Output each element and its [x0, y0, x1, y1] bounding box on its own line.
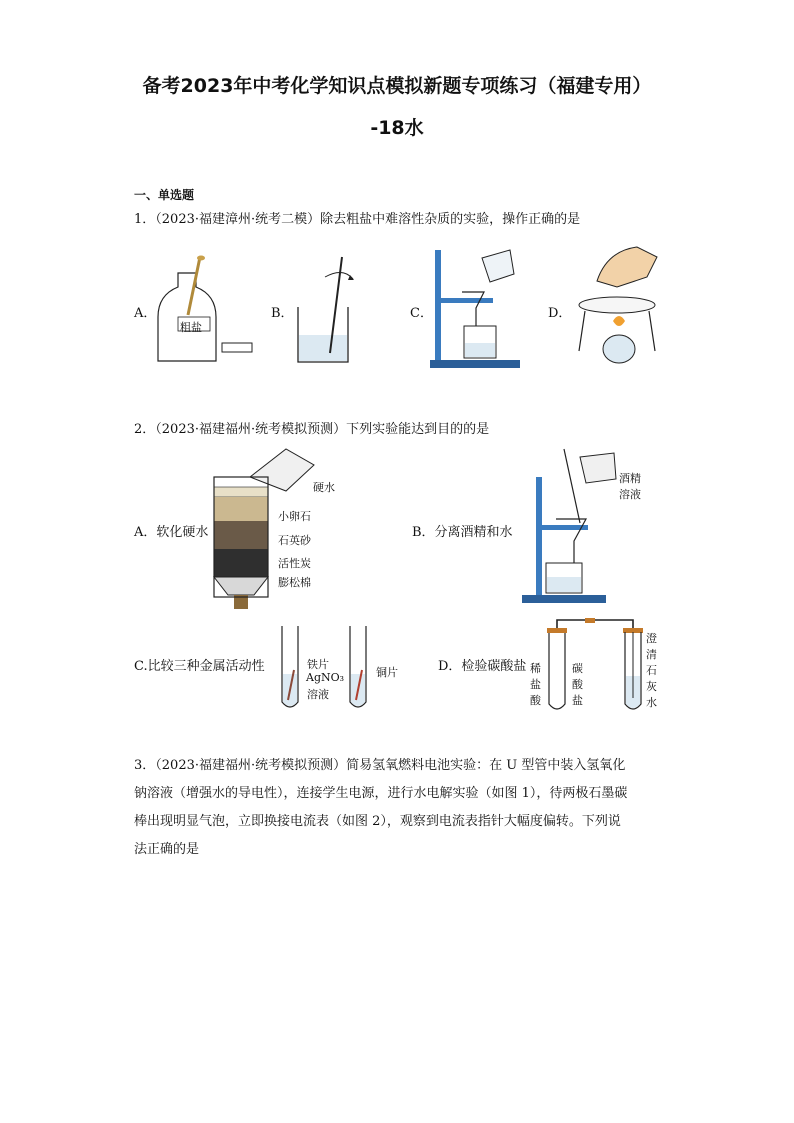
metal-label-solution: 溶液 [307, 688, 329, 701]
q1-bottle-label: 粗盐 [180, 321, 202, 334]
carbonate-label-8: 清 [646, 648, 657, 661]
filter-label-quartz-sand: 石英砂 [278, 534, 311, 547]
carbonate-label-6: 盐 [572, 694, 583, 707]
q1-figure-c-filtration [430, 248, 520, 370]
q2-figure-d-carbonate-test [545, 618, 645, 712]
question-3-line-2: 钠溶液（增强水的导电性），连接学生电源，进行水电解实验（如图 1），待两极石墨碳 [134, 786, 628, 801]
q2-figure-b-separation [518, 447, 618, 607]
carbonate-label-5: 酸 [572, 678, 583, 691]
question-3-line-4: 法正确的是 [134, 842, 200, 857]
filter-label-hard-water: 硬水 [313, 481, 335, 494]
q1-figure-b-stirring [295, 255, 355, 370]
carbonate-label-7: 澄 [646, 632, 657, 645]
alcohol-label-line2: 溶液 [619, 488, 641, 501]
filter-label-cotton: 膨松棉 [278, 576, 311, 589]
carbonate-label-2: 盐 [530, 678, 541, 691]
carbonate-label-4: 碳 [572, 662, 583, 675]
carbonate-label-9: 石 [646, 664, 657, 677]
carbonate-label-11: 水 [646, 696, 657, 709]
question-1-text: 1．（2023·福建漳州·统考二模）除去粗盐中难溶性杂质的实验，操作正确的是 [134, 212, 581, 227]
page-subtitle: -18水 [370, 117, 424, 139]
section-heading: 一、单选题 [134, 188, 195, 202]
q2-option-b-label: B．分离酒精和水 [412, 525, 513, 540]
metal-label-silver-nitrate: AgNO₃ [306, 671, 345, 684]
alcohol-label-line1: 酒精 [619, 472, 641, 485]
carbonate-label-10: 灰 [646, 680, 657, 693]
carbonate-label-1: 稀 [530, 662, 541, 675]
question-3-line-3: 棒出现明显气泡，立即换接电流表（如图 2），观察到电流表指针大幅度偏转。下列说 [134, 814, 621, 829]
q1-option-a-label: A． [134, 306, 157, 321]
q1-option-d-label: D． [548, 306, 572, 321]
question-2-text: 2．（2023·福建福州·统考模拟预测）下列实验能达到目的的是 [134, 422, 490, 437]
q2-option-d-label: D．检验碳酸盐 [438, 659, 527, 674]
q2-option-a-label: A．软化硬水 [134, 525, 209, 540]
page-title: 备考2023年中考化学知识点模拟新题专项练习（福建专用） [142, 75, 652, 97]
carbonate-label-3: 酸 [530, 694, 541, 707]
metal-label-iron: 铁片 [307, 658, 329, 671]
q1-option-c-label: C． [410, 306, 433, 321]
filter-label-pebbles: 小卵石 [278, 510, 311, 523]
question-3-line-1: 3．（2023·福建福州·统考模拟预测）简易氢氧燃料电池实验：在 U 型管中装入氢氧化 [134, 758, 626, 773]
q1-figure-a-bottle [160, 255, 260, 365]
q1-figure-d-evaporation [575, 245, 660, 370]
q2-option-c-label: C.比较三种金属活动性 [134, 659, 265, 674]
metal-label-copper: 铜片 [376, 666, 398, 679]
q1-option-b-label: B． [271, 306, 294, 321]
filter-label-activated-carbon: 活性炭 [278, 557, 311, 570]
